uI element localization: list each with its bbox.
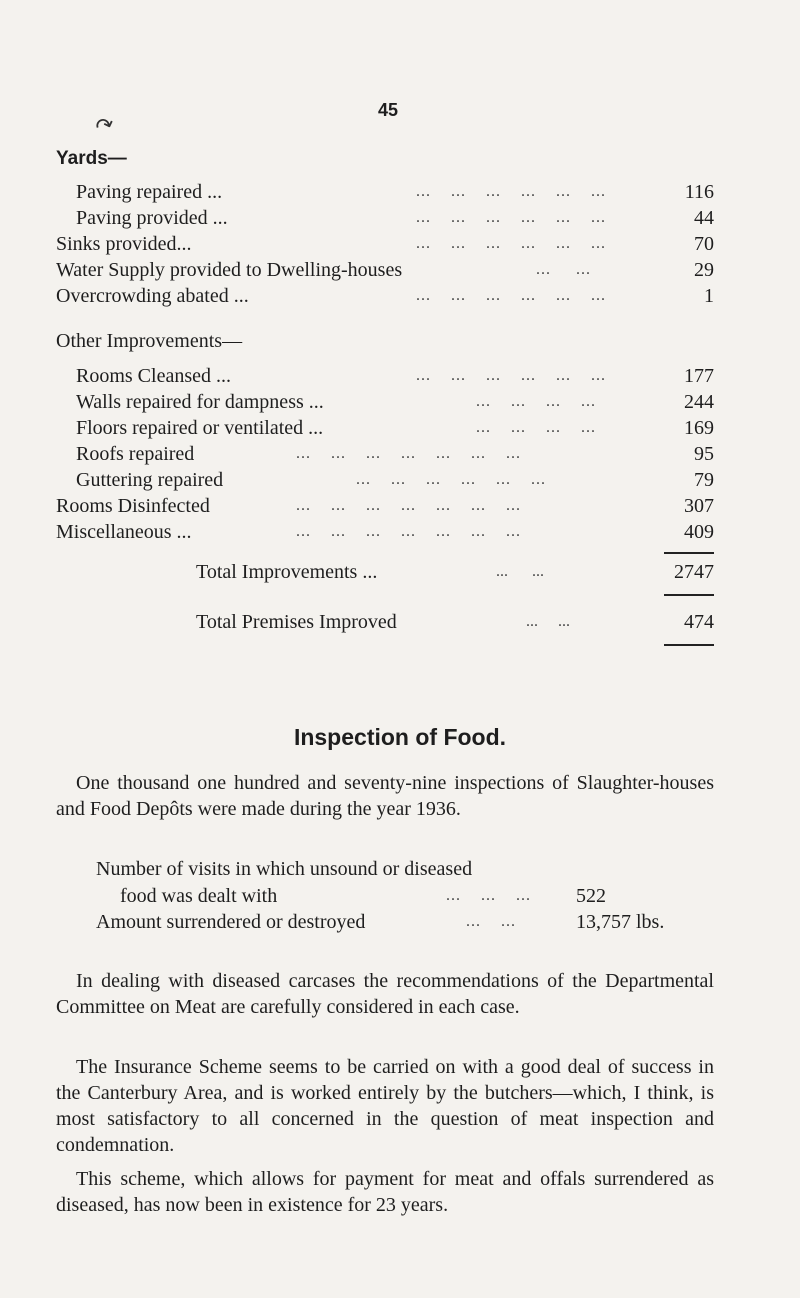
improvement-row — [56, 388, 714, 416]
visits-label: food was dealt with — [120, 885, 278, 907]
yards-row — [56, 230, 714, 258]
row-value: 70 — [694, 233, 714, 255]
yards-row — [56, 282, 714, 310]
visits-row — [56, 882, 714, 910]
row-label: Rooms Cleansed ... — [76, 365, 231, 387]
row-value: 169 — [684, 417, 714, 439]
row-value: 116 — [684, 181, 714, 203]
total-improvements-row — [196, 558, 714, 586]
row-label: Floors repaired or ventilated ... — [76, 417, 324, 439]
row-value: 409 — [684, 521, 714, 543]
total-value: 474 — [684, 611, 714, 633]
row-label: Overcrowding abated ... — [56, 285, 249, 307]
leader-dots: ... ... ... ... — [476, 419, 596, 436]
total-premises-row — [196, 608, 714, 636]
row-value: 307 — [684, 495, 714, 517]
leader-dots: ... ... — [526, 613, 570, 630]
food-heading: Inspection of Food. — [293, 724, 507, 750]
leader-dots: ... ... ... ... ... ... — [416, 209, 606, 226]
row-label: Rooms Disinfected — [56, 495, 210, 517]
row-value: 177 — [684, 365, 714, 387]
row-value: 44 — [694, 207, 714, 229]
surrendered-label: Amount surrendered or destroyed — [96, 911, 366, 933]
total-rule — [664, 552, 714, 554]
row-label: Water Supply provided to Dwelling-houses — [56, 259, 403, 281]
row-label: Sinks provided... — [56, 233, 192, 255]
insurance-paragraph: The Insurance Scheme seems to be carried on with a good deal of success in the Canterbury Area, and is worked entirely by the butchers—which, I think, is most satisfactory to all concerned in the question of meat inspection and condemnation. — [56, 1056, 714, 1156]
improvement-row — [56, 492, 714, 520]
yards-row — [56, 256, 714, 284]
hook-mark-icon: ↷ — [92, 111, 119, 142]
total-value: 2747 — [674, 561, 714, 583]
leader-dots: ... ... ... ... ... ... ... — [296, 445, 521, 462]
row-label: Paving provided ... — [76, 207, 228, 229]
improvement-row — [56, 362, 714, 390]
row-label: Walls repaired for dampness ... — [76, 391, 324, 413]
improvement-row — [56, 466, 714, 494]
page-number: 45 — [377, 100, 399, 120]
yards-row — [56, 178, 714, 206]
improvement-row — [56, 518, 714, 546]
leader-dots: ... ... ... ... ... ... — [416, 235, 606, 252]
row-label: Guttering repaired — [76, 469, 224, 491]
food-intro-paragraph: One thousand one hundred and seventy-nine inspections of Slaughter-houses and Food Depôts were made during the year 1936. — [56, 772, 714, 820]
leader-dots: ... ... — [496, 563, 544, 580]
total-rule — [664, 594, 714, 596]
row-value: 244 — [684, 391, 714, 413]
row-value: 1 — [704, 285, 714, 307]
leader-dots: ... ... ... ... ... ... — [356, 471, 546, 488]
row-label: Paving repaired ... — [76, 181, 223, 203]
leader-dots: ... ... ... ... ... ... — [416, 287, 606, 304]
leader-dots: ... ... — [466, 913, 516, 930]
leader-dots: ... ... ... — [446, 887, 531, 904]
leader-dots: ... ... — [536, 261, 591, 278]
scheme-paragraph: This scheme, which allows for payment for meat and offals surrendered as diseased, has now been in existence for 23 years. — [56, 1168, 714, 1216]
leader-dots: ... ... ... ... ... ... ... — [296, 523, 521, 540]
total-rule — [664, 644, 714, 646]
other-improvements-heading: Other Improvements— — [56, 330, 243, 352]
improvement-row — [56, 440, 714, 468]
row-label: Miscellaneous ... — [56, 521, 192, 543]
row-value: 29 — [694, 259, 714, 281]
leader-dots: ... ... ... ... — [476, 393, 596, 410]
total-label: Total Premises Improved — [196, 611, 397, 633]
leader-dots: ... ... ... ... ... ... ... — [296, 497, 521, 514]
row-value: 79 — [694, 469, 714, 491]
row-value: 95 — [694, 443, 714, 465]
yards-row — [56, 204, 714, 232]
leader-dots: ... ... ... ... ... ... — [416, 367, 606, 384]
carcases-paragraph: In dealing with diseased carcases the recommendations of the Departmental Committee on Meat are carefully considered in each case. — [56, 970, 714, 1018]
leader-dots: ... ... ... ... ... ... — [416, 183, 606, 200]
visits-line-1: Number of visits in which unsound or diseased — [96, 858, 473, 880]
improvement-row — [56, 414, 714, 442]
total-label: Total Improvements ... — [196, 561, 378, 583]
surrendered-value: 13,757 lbs. — [576, 911, 665, 933]
surrendered-row — [56, 908, 714, 936]
visits-value: 522 — [576, 885, 606, 907]
yards-heading: Yards— — [56, 148, 127, 169]
row-label: Roofs repaired — [76, 443, 195, 465]
